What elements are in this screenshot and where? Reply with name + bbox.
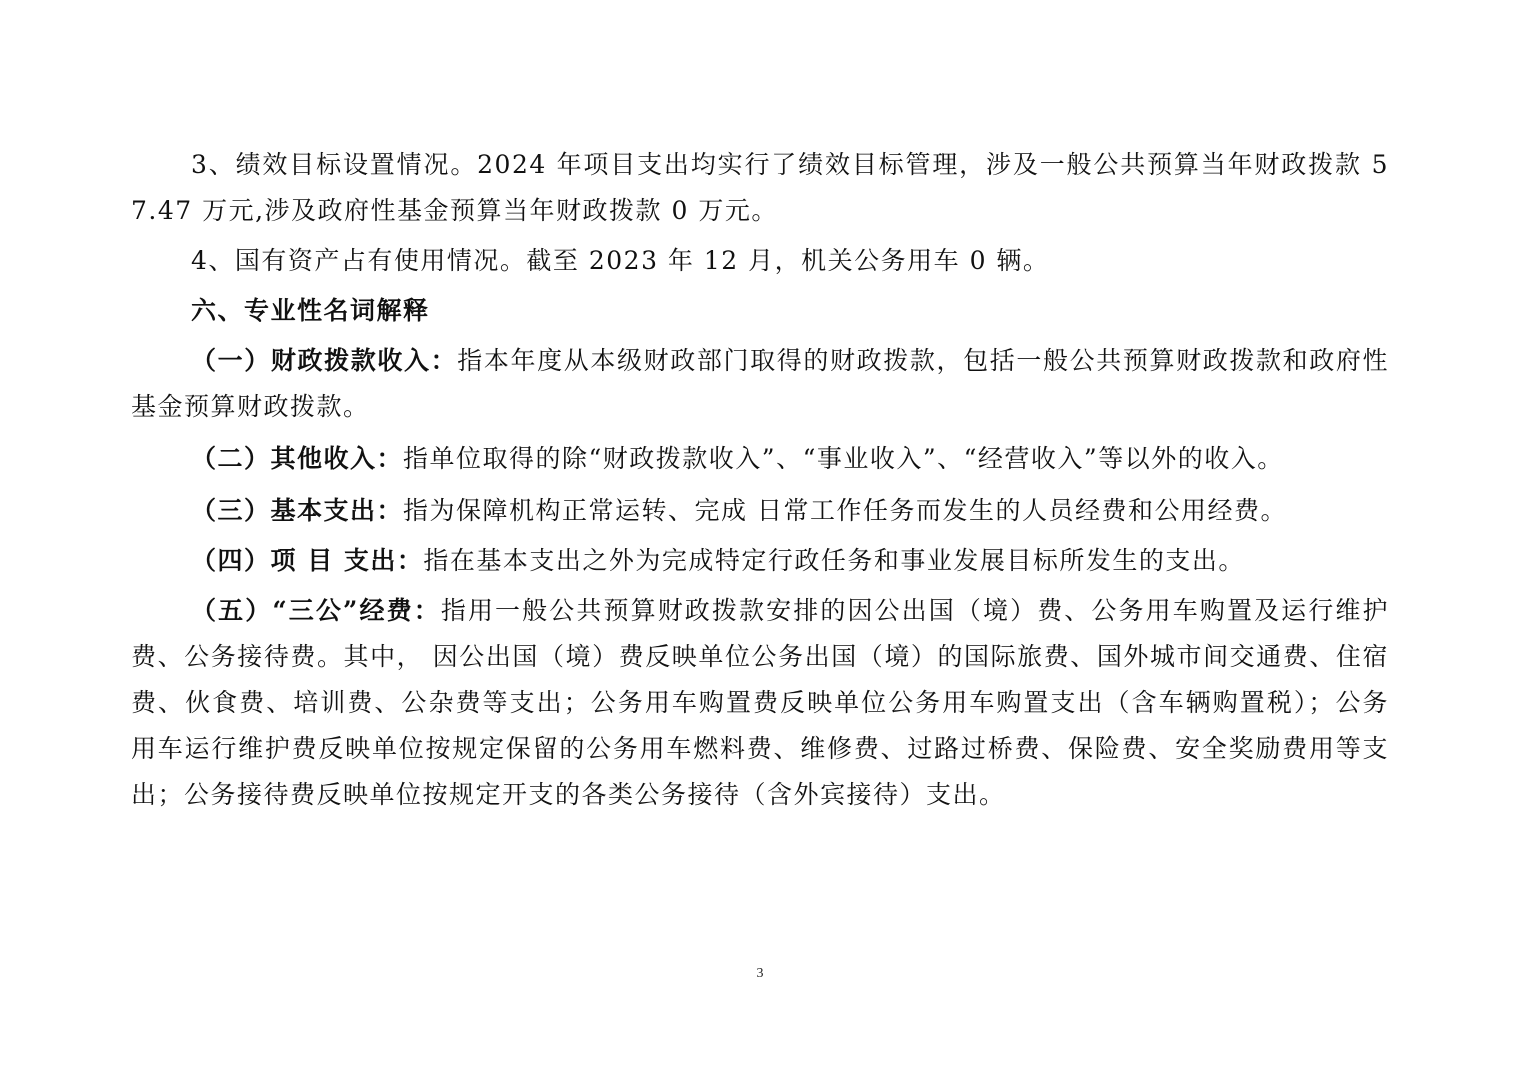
- definition-text: 指在基本支出之外为完成特定行政任务和事业发展目标所发生的支出。: [423, 546, 1245, 575]
- definition-basic-expenditure: [131, 488, 1389, 534]
- definition-other-income: [131, 436, 1389, 482]
- definition-term: （四）项 目 支出：: [191, 546, 424, 575]
- page-number: 3: [756, 966, 764, 981]
- definition-fiscal-appropriation-income: [131, 338, 1389, 430]
- paragraph-text: 4、国有资产占有使用情况。截至 2023 年 12 月，机关公务用车 0 辆。: [191, 246, 1050, 275]
- definition-term: （二）其他收入：: [191, 444, 404, 473]
- definition-term: （三）基本支出：: [191, 496, 404, 525]
- definition-project-expenditure: [131, 538, 1389, 584]
- section-heading-text: 六、专业性名词解释: [191, 296, 430, 325]
- document-body: [131, 142, 1389, 818]
- paragraph-state-assets: [131, 238, 1389, 284]
- definition-three-public-expenses: [131, 588, 1389, 818]
- definition-text: 指本年度从本级财政部门取得的财政拨款，包括一般公共预算财政拨款和政府性基金预算财政拨款。: [131, 346, 1389, 421]
- definition-term: （五）“三公”经费：: [191, 596, 441, 625]
- paragraph-text: 3、绩效目标设置情况。2024 年项目支出均实行了绩效目标管理，涉及一般公共预算当年财政拨款 57.47 万元,涉及政府性基金预算当年财政拨款 0 万元。: [131, 150, 1389, 225]
- section-heading: [131, 288, 1389, 334]
- definition-term: （一）财政拨款收入：: [191, 346, 458, 375]
- paragraph-performance-targets: [131, 142, 1389, 234]
- definition-text: 指用一般公共预算财政拨款安排的因公出国（境）费、公务用车购置及运行维护费、公务接待费。其中， 因公出国（境）费反映单位公务出国（境）的国际旅费、国外城市间交通费、住宿费、伙食费、培训费、公杂费等支出；公务用车购置费反映单位公务用车购置支出（含车辆购置税）；公务用车运行维护费反映单位按规定保留的公务用车燃料费、维修费、过路过桥费、保险费、安全奖励费用等支出；公务接待费反映单位按规定开支的各类公务接待（含外宾接待）支出。: [131, 596, 1389, 809]
- definition-text: 指单位取得的除“财政拨款收入”、“事业收入”、“经营收入”等以外的收入。: [403, 444, 1284, 473]
- definition-text: 指为保障机构正常运转、完成 日常工作任务而发生的人员经费和公用经费。: [403, 496, 1287, 525]
